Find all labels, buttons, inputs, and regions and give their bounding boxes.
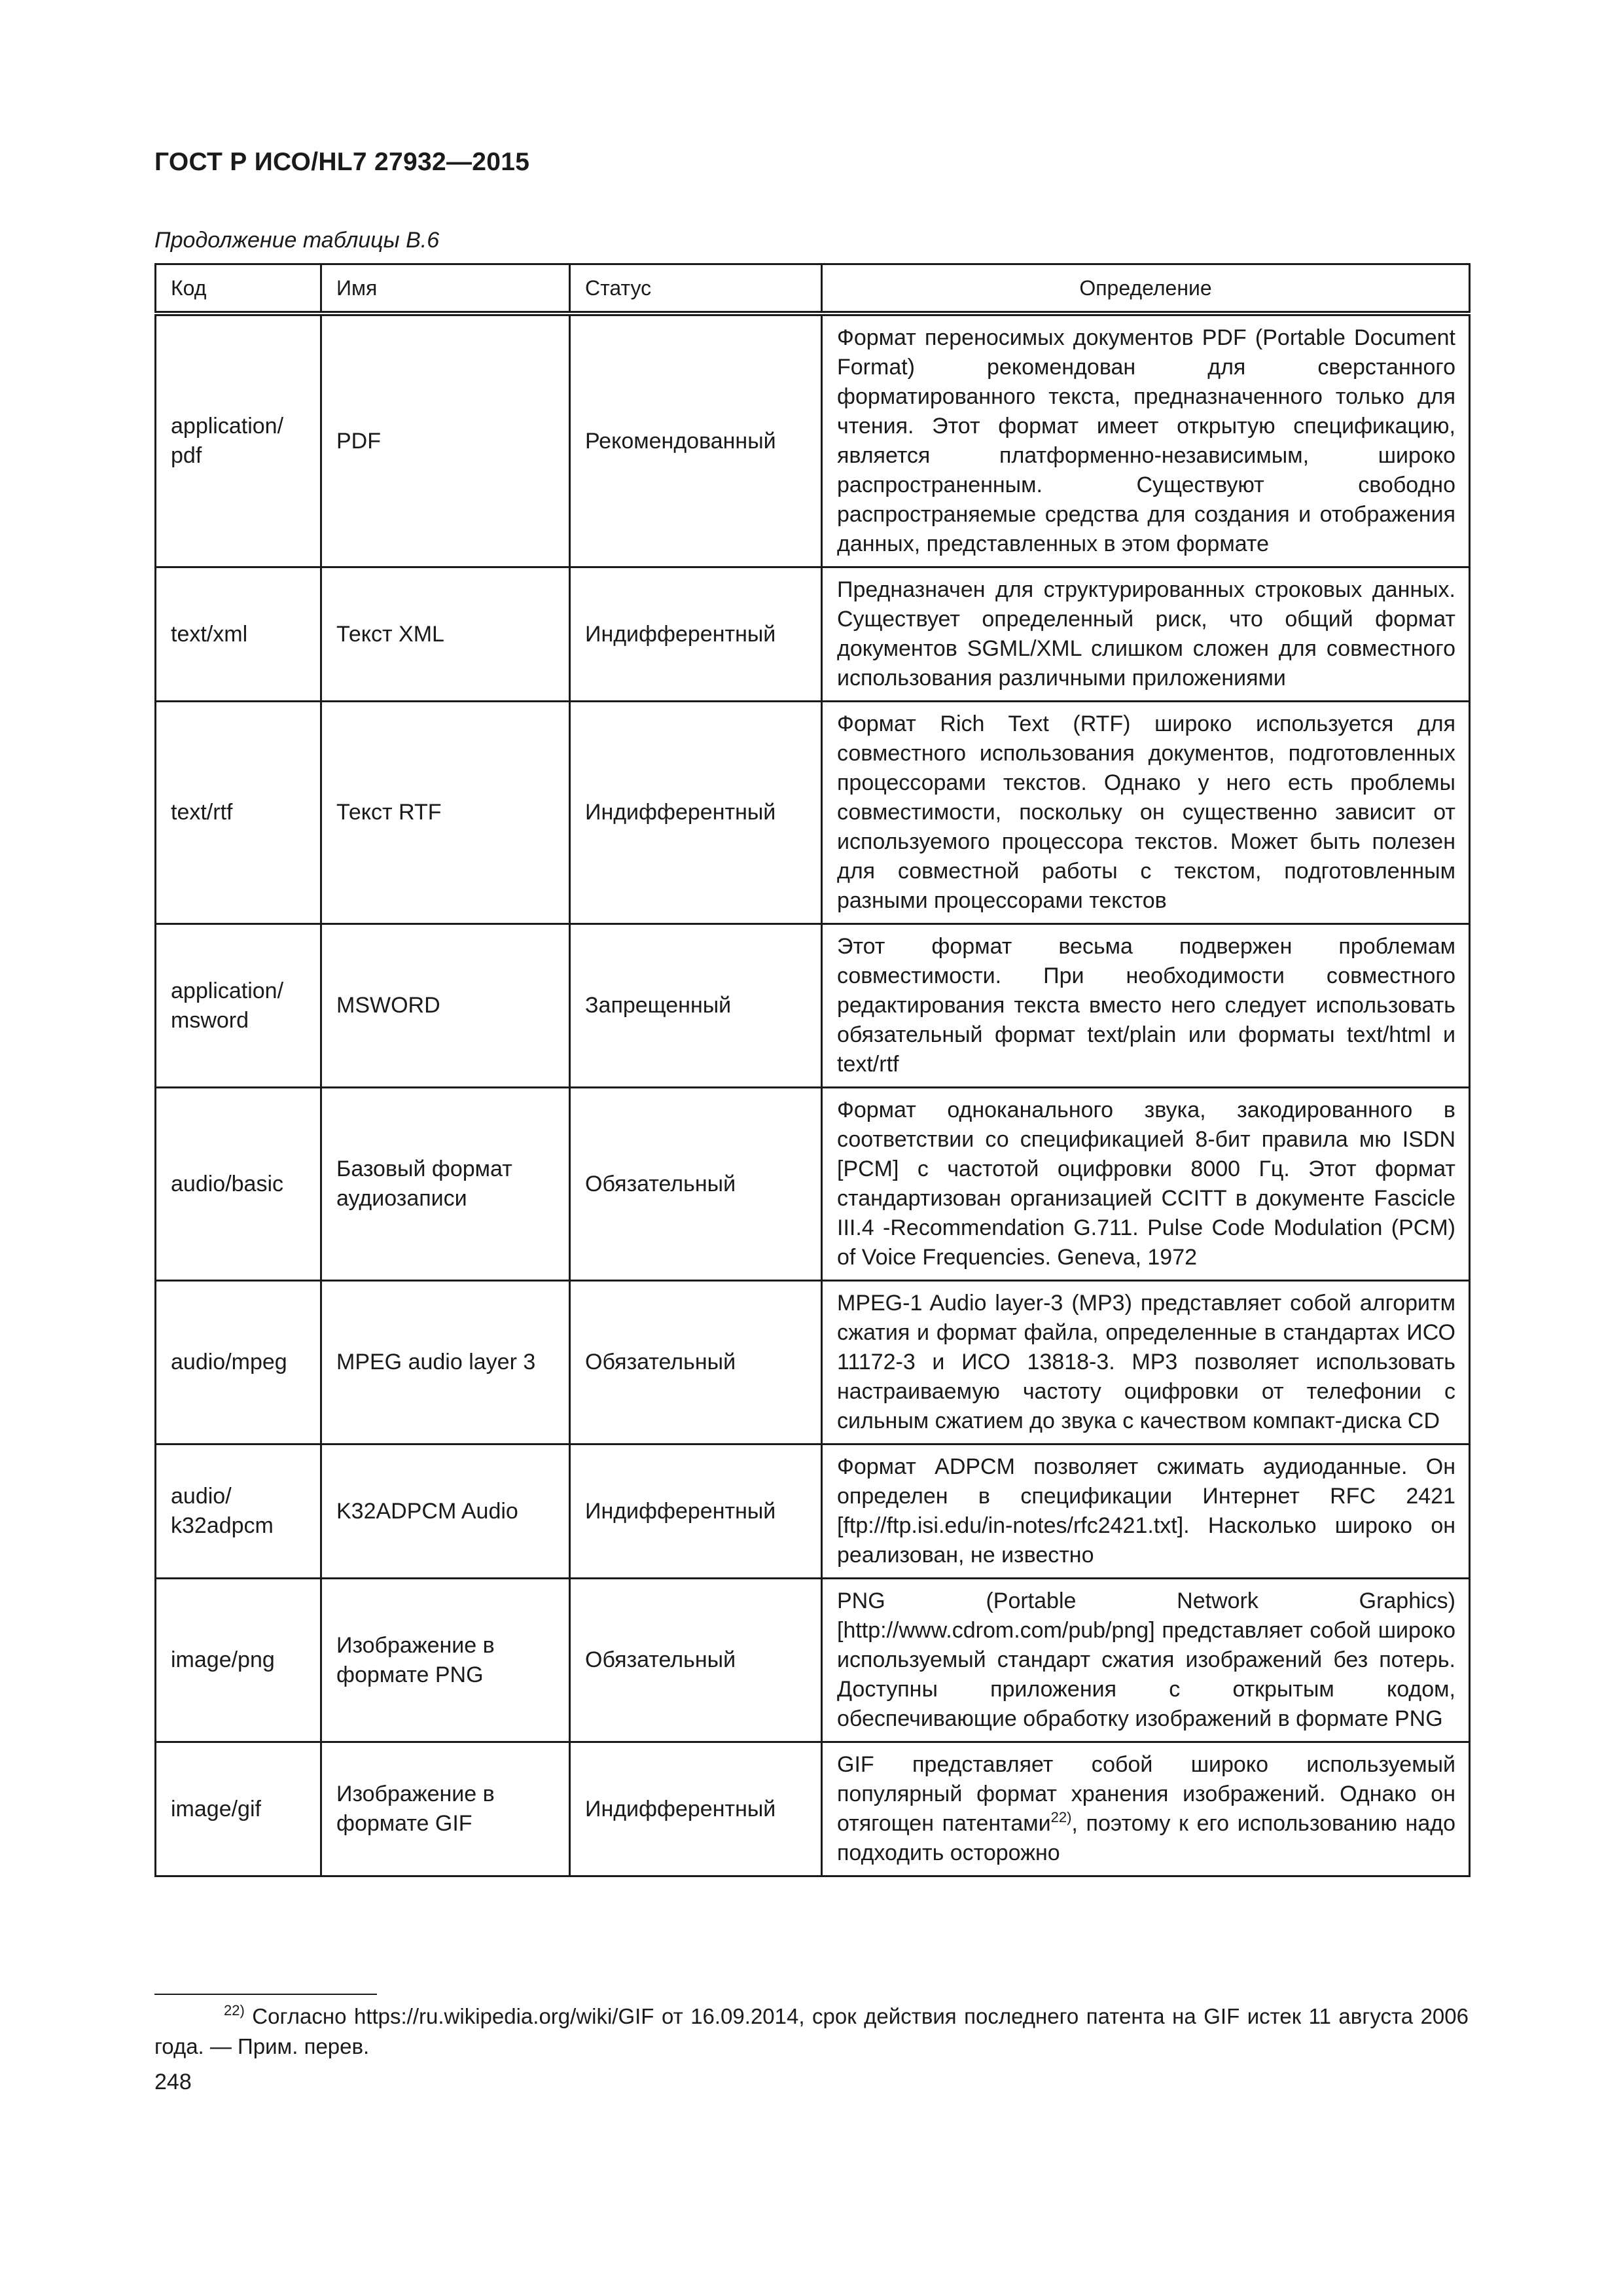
document-standard-id: ГОСТ Р ИСО/HL7 27932—2015: [154, 148, 530, 176]
cell-status: Обязательный: [570, 1579, 822, 1742]
table-row: [156, 702, 1470, 924]
cell-definition: Этот формат весьма подвержен проблемам совместимости. При необходимости совместного редактирования текста вместо него следует использовать обязательный формат text/plain или форматы text/html и text/rtf: [822, 924, 1470, 1088]
cell-name: Базовый формат аудиозаписи: [321, 1088, 570, 1281]
table-row: [156, 1444, 1470, 1579]
formats-table: [154, 263, 1471, 1877]
cell-definition: Формат ADPCM позволяет сжимать аудиоданные. Он определен в спецификации Интернет RFC 2421 [ftp://ftp.isi.edu/in-notes/rfc2421.txt]. Насколько широко он реализован, не известно: [822, 1444, 1470, 1579]
column-header-status: Статус: [570, 264, 822, 314]
table-body: [156, 314, 1470, 1876]
table-header-row: [156, 264, 1470, 314]
cell-code: audio/ k32adpcm: [156, 1444, 321, 1579]
cell-code: audio/basic: [156, 1088, 321, 1281]
cell-code: application/ pdf: [156, 314, 321, 567]
cell-definition: Предназначен для структурированных строковых данных. Существует определенный риск, что общий формат документов SGML/XML слишком сложен для совместного использования различными приложениями: [822, 567, 1470, 702]
table-row: [156, 1281, 1470, 1444]
cell-definition: MPEG-1 Audio layer-3 (MP3) представляет собой алгоритм сжатия и формат файла, определенные в стандартах ИСО 11172-3 и ИСО 13818-3. MP3 позволяет использовать настраиваемую частоту оцифровки от телефонии с сильным сжатием до звука с качеством компакт-диска CD: [822, 1281, 1470, 1444]
cell-definition: Формат переносимых документов PDF (Portable Document Format) рекомендован для сверстанного форматированного текста, предназначенного только для чтения. Этот формат имеет открытую спецификацию, является платформенно-независимым, широко распространенным. Существуют свободно распространяемые средства для создания и отображения данных, представленных в этом формате: [822, 314, 1470, 567]
cell-status: Индифферентный: [570, 1742, 822, 1876]
table-header: [156, 264, 1470, 314]
cell-status: Обязательный: [570, 1281, 822, 1444]
cell-code: image/gif: [156, 1742, 321, 1876]
cell-status: Рекомендованный: [570, 314, 822, 567]
footnote-reference: 22): [1050, 1809, 1072, 1825]
cell-status: Обязательный: [570, 1088, 822, 1281]
table-row: [156, 567, 1470, 702]
table-row: [156, 314, 1470, 567]
cell-definition: PNG (Portable Network Graphics) [http://www.cdrom.com/pub/png] представляет собой широко используемый стандарт сжатия изображений без потерь. Доступны приложения с открытым кодом, обеспечивающие обработку изображений в формате PNG: [822, 1579, 1470, 1742]
cell-code: text/rtf: [156, 702, 321, 924]
cell-code: audio/mpeg: [156, 1281, 321, 1444]
definition-text-after: , поэтому к его использованию надо подходить осторожно: [837, 1811, 1455, 1865]
cell-definition: Формат одноканального звука, закодированного в соответствии со спецификацией 8-бит правила мю ISDN [PCM] с частотой оцифровки 8000 Гц. Этот формат стандартизован организацией CCITT в документе Fascicle III.4 -Recommendation G.711. Pulse Code Modulation (PCM) of Voice Frequencies. Geneva, 1972: [822, 1088, 1470, 1281]
cell-status: Запрещенный: [570, 924, 822, 1088]
table-row: [156, 924, 1470, 1088]
table-row: [156, 1742, 1470, 1876]
cell-definition: Формат Rich Text (RTF) широко используется для совместного использования документов, подготовленных процессорами текстов. Однако у него есть проблемы совместимости, поскольку он существенно зависит от используемого процессора текстов. Может быть полезен для совместной работы с текстом, подготовленным разными процессорами текстов: [822, 702, 1470, 924]
cell-name: Текст RTF: [321, 702, 570, 924]
cell-status: Индифферентный: [570, 1444, 822, 1579]
column-header-name: Имя: [321, 264, 570, 314]
footnote-separator: [154, 1994, 377, 1995]
cell-definition: [822, 1742, 1470, 1876]
definition-text-before: GIF представляет собой широко используемый популярный формат хранения изображений. Однако он отягощен патентами: [837, 1752, 1455, 1836]
cell-code: image/png: [156, 1579, 321, 1742]
cell-name: MSWORD: [321, 924, 570, 1088]
cell-name: PDF: [321, 314, 570, 567]
table-row: [156, 1088, 1470, 1281]
cell-name: Изображение в формате PNG: [321, 1579, 570, 1742]
cell-name: Изображение в формате GIF: [321, 1742, 570, 1876]
column-header-code: Код: [156, 264, 321, 314]
cell-code: text/xml: [156, 567, 321, 702]
cell-status: Индифферентный: [570, 702, 822, 924]
column-header-definition: Определение: [822, 264, 1470, 314]
cell-name: K32ADPCM Audio: [321, 1444, 570, 1579]
page-number: 248: [154, 2070, 192, 2094]
cell-code: application/ msword: [156, 924, 321, 1088]
cell-status: Индифферентный: [570, 567, 822, 702]
footnote: [154, 2001, 1469, 2062]
table-row: [156, 1579, 1470, 1742]
cell-name: MPEG audio layer 3: [321, 1281, 570, 1444]
cell-name: Текст XML: [321, 567, 570, 702]
footnote-text: Согласно https://ru.wikipedia.org/wiki/GIF от 16.09.2014, срок действия последнего патента на GIF истек 11 августа 2006 года. — Прим. перев.: [154, 2004, 1469, 2058]
table-caption: Продолжение таблицы В.6: [154, 228, 440, 253]
footnote-marker: 22): [224, 2002, 245, 2018]
